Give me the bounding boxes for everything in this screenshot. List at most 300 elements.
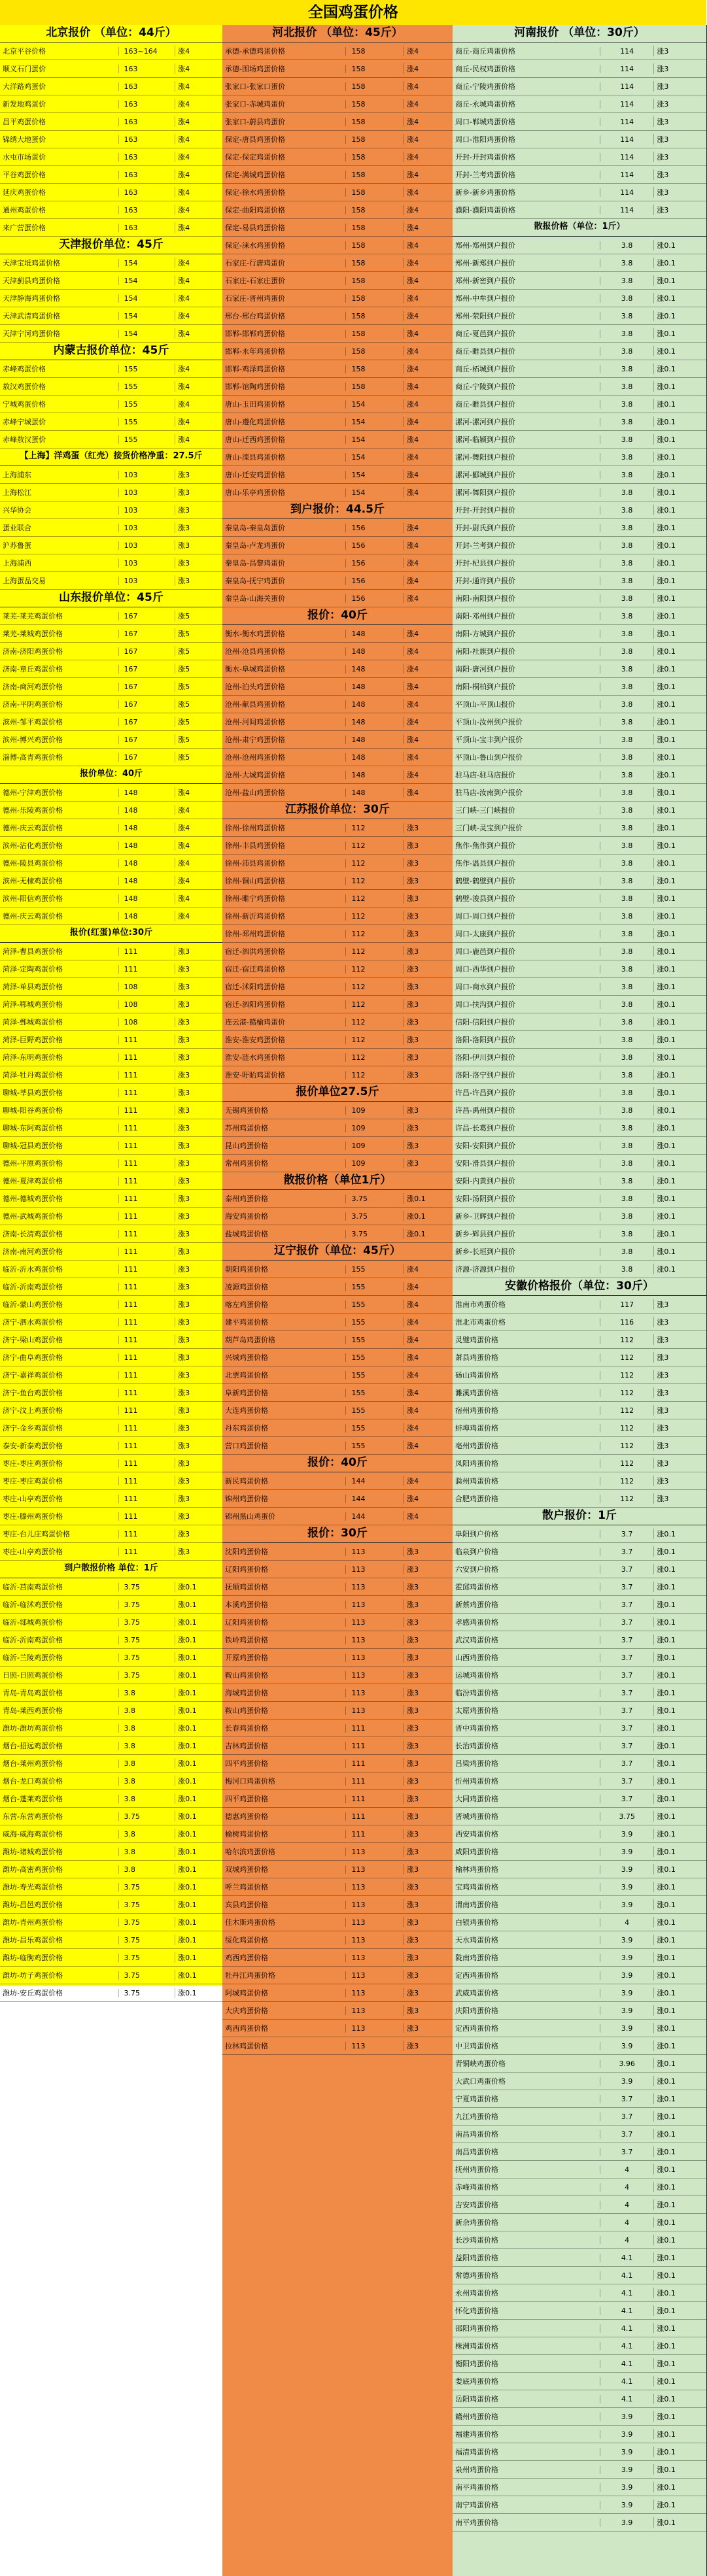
market-name: 顺义石门蛋价 (3, 65, 46, 73)
egg-price: 148 (118, 788, 175, 797)
price-change: 涨4 (404, 364, 453, 374)
market-name: 开封-开封到户报价 (455, 506, 515, 515)
price-change: 涨0.1 (653, 346, 706, 356)
market-name: 太原鸡蛋价格 (455, 1706, 498, 1715)
egg-price: 158 (345, 294, 404, 303)
egg-price: 3.8 (600, 506, 654, 515)
price-change: 涨3 (175, 1387, 222, 1398)
market-name: 漯河-舞阳到户报价 (455, 488, 515, 497)
price-change: 涨3 (175, 1034, 222, 1045)
egg-price: 113 (345, 1971, 404, 1980)
market-name: 潍坊-临朐鸡蛋价格 (3, 1954, 63, 1962)
price-change: 涨0.1 (653, 681, 706, 692)
egg-price: 158 (345, 312, 404, 320)
price-change: 涨5 (175, 752, 222, 762)
price-row (0, 731, 222, 749)
egg-price: 3.8 (600, 894, 654, 903)
price-row (0, 148, 222, 166)
price-row (222, 907, 453, 925)
price-change: 涨4 (404, 240, 453, 250)
market-name: 盐城鸡蛋价格 (225, 1230, 268, 1238)
egg-price: 3.8 (118, 1759, 175, 1768)
price-change: 涨0.1 (653, 2235, 706, 2245)
egg-price: 113 (345, 1901, 404, 1909)
price-row (0, 1578, 222, 1596)
market-name: 济宁-鱼台鸡蛋价格 (3, 1389, 63, 1397)
price-change: 涨3 (653, 63, 706, 74)
price-change: 涨0.1 (653, 2129, 706, 2139)
price-row (0, 696, 222, 713)
market-name: 济宁-金乡鸡蛋价格 (3, 1424, 63, 1432)
section-header: 北京报价 （单位：44斤） (0, 25, 222, 42)
egg-price: 163 (118, 188, 175, 197)
price-row (0, 855, 222, 872)
price-change: 涨0.1 (653, 2358, 706, 2369)
price-row (0, 1614, 222, 1631)
price-change: 涨0.1 (653, 1158, 706, 1168)
market-name: 秦皇岛-秦皇岛蛋价 (225, 524, 285, 532)
price-change: 涨4 (175, 858, 222, 868)
price-change: 涨0.1 (653, 540, 706, 551)
egg-price: 4.1 (600, 2360, 654, 2368)
market-name: 吕梁鸡蛋价格 (455, 1759, 498, 1768)
egg-price: 148 (118, 894, 175, 903)
price-change: 涨3 (404, 2005, 453, 2016)
egg-price: 3.9 (600, 1865, 654, 1874)
price-row (453, 837, 706, 855)
egg-price: 4 (600, 2201, 654, 2209)
price-row (222, 1949, 453, 1967)
price-row (453, 1931, 706, 1949)
price-change: 涨3 (653, 169, 706, 180)
egg-price: 114 (600, 171, 654, 179)
price-row (453, 572, 706, 590)
price-change: 涨0.1 (653, 893, 706, 904)
price-row (0, 625, 222, 643)
market-name: 霍邱鸡蛋价格 (455, 1583, 498, 1591)
egg-price: 4.1 (600, 2289, 654, 2297)
egg-price: 155 (345, 1300, 404, 1309)
price-row (0, 1878, 222, 1896)
price-row (222, 2020, 453, 2037)
market-name: 沪苏鲁蛋 (3, 541, 31, 550)
price-change: 涨0.1 (175, 1988, 222, 1998)
price-change: 涨0.1 (175, 1687, 222, 1698)
market-name: 衡水-衡水鸡蛋价格 (225, 630, 285, 638)
price-change: 涨3 (404, 911, 453, 921)
market-name: 呼兰鸡蛋价格 (225, 1883, 268, 1891)
market-name: 沧州-沧县鸡蛋价格 (225, 647, 285, 656)
price-row (453, 1296, 706, 1313)
price-row (453, 1261, 706, 1278)
price-change: 涨3 (404, 1811, 453, 1822)
market-name: 潍坊-青州鸡蛋价格 (3, 1918, 63, 1927)
market-name: 保定-易县鸡蛋价格 (225, 224, 285, 232)
price-row (222, 1755, 453, 1772)
egg-price: 148 (345, 700, 404, 709)
market-name: 晋中鸡蛋价格 (455, 1724, 498, 1733)
price-change: 涨0.1 (653, 1229, 706, 1239)
section-header: 到户散报价格 单位：1斤 (0, 1561, 222, 1578)
price-change: 涨4 (404, 399, 453, 409)
price-row (453, 42, 706, 60)
market-name: 佳木斯鸡蛋价格 (225, 1918, 275, 1927)
price-row (0, 519, 222, 537)
market-name: 阜阳到户价格 (455, 1530, 498, 1538)
price-change: 涨4 (404, 1440, 453, 1451)
egg-price: 3.7 (600, 1583, 654, 1591)
market-name: 上海松江 (3, 488, 31, 497)
price-change: 涨0.1 (653, 717, 706, 727)
price-row (453, 1066, 706, 1084)
egg-price: 3.7 (600, 1795, 654, 1803)
egg-price: 148 (345, 753, 404, 762)
egg-price: 154 (345, 471, 404, 479)
price-change: 涨3 (175, 540, 222, 551)
market-name: 济南-济阳鸡蛋价格 (3, 647, 63, 656)
price-change: 涨3 (404, 1935, 453, 1945)
price-row (222, 1419, 453, 1437)
egg-price: 3.8 (600, 1124, 654, 1132)
market-name: 莱芜-莱芜鸡蛋价格 (3, 612, 63, 620)
egg-price: 3.8 (600, 947, 654, 956)
price-row (0, 1525, 222, 1543)
price-change: 涨0.1 (653, 646, 706, 656)
egg-price: 111 (345, 1724, 404, 1733)
price-row (222, 78, 453, 95)
price-row (453, 254, 706, 272)
price-row (0, 1508, 222, 1525)
market-name: 石家庄-晋州鸡蛋价 (225, 294, 285, 303)
egg-price: 154 (345, 418, 404, 426)
egg-price: 117 (600, 1300, 654, 1309)
market-name: 平顶山-汝州到户报价 (455, 718, 523, 726)
egg-price: 148 (118, 877, 175, 885)
price-row (222, 1119, 453, 1137)
market-name: 开封-兰考到户报价 (455, 541, 515, 550)
price-row (453, 1667, 706, 1684)
egg-price: 112 (345, 824, 404, 832)
market-name: 榆林鸡蛋价格 (455, 1865, 498, 1874)
price-change: 涨0.1 (653, 1052, 706, 1062)
egg-price: 111 (345, 1742, 404, 1750)
price-row (453, 2249, 706, 2267)
price-row (453, 396, 706, 413)
egg-price: 155 (345, 1389, 404, 1397)
price-change: 涨3 (175, 558, 222, 568)
egg-price: 3.75 (118, 1936, 175, 1944)
price-row (222, 484, 453, 501)
price-change: 涨0.1 (653, 611, 706, 621)
price-row (222, 1137, 453, 1155)
egg-price: 103 (118, 541, 175, 550)
egg-price: 3.7 (600, 1565, 654, 1574)
egg-price: 3.7 (600, 1548, 654, 1556)
egg-price: 111 (118, 1512, 175, 1521)
market-name: 潍坊-高密鸡蛋价格 (3, 1865, 63, 1874)
egg-price: 155 (118, 382, 175, 391)
market-name: 德州-武城鸡蛋价格 (3, 1212, 63, 1221)
price-change: 涨3 (404, 1793, 453, 1804)
price-change: 涨4 (404, 1511, 453, 1521)
market-name: 中卫鸡蛋价格 (455, 2042, 498, 2050)
price-row (222, 696, 453, 713)
price-row (453, 855, 706, 872)
market-name: 晋城鸡蛋价格 (455, 1812, 498, 1821)
price-row (453, 925, 706, 943)
price-change: 涨0.1 (653, 505, 706, 515)
price-change: 涨4 (404, 63, 453, 74)
price-row (453, 2373, 706, 2390)
market-name: 周口-郸城鸡蛋价格 (455, 118, 515, 126)
market-name: 鹤壁-浚县到户报价 (455, 894, 515, 903)
market-name: 南宁鸡蛋价格 (455, 2501, 498, 2509)
egg-price: 3.9 (600, 1848, 654, 1856)
egg-price: 3.8 (600, 771, 654, 779)
price-change: 涨0.1 (653, 1687, 706, 1698)
egg-price: 109 (345, 1124, 404, 1132)
egg-price: 3.8 (600, 471, 654, 479)
market-name: 铁岭鸡蛋价格 (225, 1636, 268, 1644)
market-name: 淮南市鸡蛋价格 (455, 1300, 506, 1309)
egg-price: 114 (600, 118, 654, 126)
market-name: 南阳-邓州到户报价 (455, 612, 515, 620)
market-name: 鸡西鸡蛋价格 (225, 2024, 268, 2033)
price-row (0, 1296, 222, 1313)
egg-price: 3.8 (600, 1230, 654, 1238)
price-row (453, 2284, 706, 2302)
price-row (0, 1861, 222, 1878)
egg-price: 4 (600, 2165, 654, 2174)
price-change: 涨0.1 (653, 1017, 706, 1027)
egg-price: 167 (118, 665, 175, 673)
egg-price: 163 (118, 153, 175, 161)
egg-price: 163 (118, 135, 175, 144)
price-row (453, 607, 706, 625)
section-header: 【上海】洋鸡蛋（红壳）接货价格净重：27.5斤 (0, 449, 222, 466)
price-row (453, 643, 706, 660)
market-name: 沧州-盐山鸡蛋价格 (225, 788, 285, 797)
egg-price: 144 (345, 1495, 404, 1503)
egg-price: 158 (345, 241, 404, 250)
price-change: 涨0.1 (653, 487, 706, 498)
price-change: 涨0.1 (653, 240, 706, 250)
market-name: 开封-开封鸡蛋价格 (455, 153, 515, 161)
egg-price: 3.8 (600, 365, 654, 373)
price-row (453, 1419, 706, 1437)
market-name: 徐州-新沂鸡蛋价格 (225, 912, 285, 921)
price-change: 涨5 (175, 646, 222, 656)
market-name: 拉林鸡蛋价格 (225, 2042, 268, 2050)
egg-price: 163 (118, 82, 175, 91)
egg-price: 111 (118, 1442, 175, 1450)
price-change: 涨3 (404, 1105, 453, 1115)
price-change: 涨0.1 (653, 2429, 706, 2439)
market-name: 连云港-赣榆鸡蛋价 (225, 1018, 285, 1026)
market-name: 平顶山-宝丰到户报价 (455, 736, 523, 744)
egg-price: 155 (345, 1424, 404, 1432)
market-name: 三门峡-灵宝到户报价 (455, 824, 523, 832)
price-row (222, 60, 453, 78)
price-change: 涨0.1 (653, 1970, 706, 1980)
market-name: 枣庄-山亭鸡蛋价格 (3, 1548, 63, 1556)
price-change: 涨4 (404, 205, 453, 215)
egg-price: 3.8 (600, 1053, 654, 1062)
section-header: 散户报价：1斤 (453, 1508, 706, 1525)
price-change: 涨0.1 (653, 628, 706, 639)
market-name: 承德-承德鸡蛋价格 (225, 47, 285, 56)
egg-price: 3.8 (600, 1089, 654, 1097)
price-change: 涨0.1 (653, 293, 706, 303)
price-row (222, 42, 453, 60)
egg-price: 111 (118, 1353, 175, 1362)
price-change: 涨3 (175, 1087, 222, 1098)
price-row (222, 1261, 453, 1278)
price-row (0, 1737, 222, 1755)
price-row (453, 2126, 706, 2143)
egg-price: 3.8 (600, 612, 654, 620)
price-change: 涨0.1 (653, 2376, 706, 2386)
egg-price: 111 (118, 1406, 175, 1415)
market-name: 上海浦西 (3, 559, 31, 568)
egg-price: 3.9 (600, 1830, 654, 1839)
egg-price: 155 (345, 1353, 404, 1362)
price-row (0, 1155, 222, 1172)
egg-price: 3.9 (600, 2466, 654, 2474)
egg-price: 167 (118, 736, 175, 744)
price-change: 涨3 (404, 1864, 453, 1874)
egg-price: 3.7 (600, 1777, 654, 1786)
market-name: 商丘-商丘鸡蛋价格 (455, 47, 515, 56)
market-name: 福建鸡蛋价格 (455, 2430, 498, 2439)
egg-price: 3.8 (600, 841, 654, 850)
egg-price: 111 (345, 1795, 404, 1803)
price-row (0, 42, 222, 60)
price-row (453, 731, 706, 749)
market-name: 南昌鸡蛋价格 (455, 2148, 498, 2156)
market-name: 滨州-沾化鸡蛋价格 (3, 841, 63, 850)
price-row (222, 1543, 453, 1561)
price-row (222, 1190, 453, 1208)
market-name: 长治鸡蛋价格 (455, 1742, 498, 1750)
market-name: 枣庄-山亭鸡蛋价格 (3, 1495, 63, 1503)
price-row (0, 1419, 222, 1437)
market-name: 漯河-临颍到户报价 (455, 435, 515, 444)
egg-price: 3.8 (600, 1265, 654, 1274)
price-change: 涨0.1 (175, 1776, 222, 1786)
price-change: 涨3 (653, 1317, 706, 1327)
price-change: 涨4 (404, 575, 453, 586)
egg-price: 3.8 (600, 594, 654, 603)
market-name: 商丘-永城鸡蛋价格 (455, 100, 515, 109)
market-name: 商丘-睢县到户报价 (455, 400, 515, 409)
price-row (453, 784, 706, 802)
price-row (222, 1861, 453, 1878)
market-name: 滨州-无棣鸡蛋价格 (3, 877, 63, 885)
egg-price: 4.1 (600, 2271, 654, 2280)
market-name: 聊城-莘县鸡蛋价格 (3, 1089, 63, 1097)
egg-price: 148 (118, 859, 175, 868)
price-row (222, 431, 453, 449)
price-row (453, 2443, 706, 2461)
market-name: 梅河口鸡蛋价格 (225, 1777, 275, 1786)
market-name: 宿州鸡蛋价格 (455, 1406, 498, 1415)
market-name: 莱芜-莱城鸡蛋价格 (3, 630, 63, 638)
price-row (0, 166, 222, 184)
market-name: 临沂-临沭鸡蛋价格 (3, 1601, 63, 1609)
price-change: 涨4 (404, 1317, 453, 1327)
price-change: 涨0.1 (653, 381, 706, 392)
market-name: 安阳-汤阴到户报价 (455, 1195, 515, 1203)
market-name: 周口-太康到户报价 (455, 930, 515, 938)
egg-price: 111 (118, 1071, 175, 1079)
egg-price: 3.8 (600, 1177, 654, 1185)
price-change: 涨3 (653, 1387, 706, 1398)
price-change: 涨5 (175, 699, 222, 709)
price-row (453, 272, 706, 290)
market-name: 淮北市鸡蛋价格 (455, 1318, 506, 1327)
egg-price: 3.8 (600, 1106, 654, 1115)
market-name: 日照-日照鸡蛋价格 (3, 1671, 63, 1680)
egg-price: 3.8 (600, 647, 654, 656)
egg-price: 155 (345, 1442, 404, 1450)
price-row (0, 872, 222, 890)
egg-price: 158 (345, 365, 404, 373)
market-name: 菏泽-定陶鸡蛋价格 (3, 965, 63, 974)
price-change: 涨0.1 (653, 1723, 706, 1733)
price-row (453, 960, 706, 978)
price-row (222, 890, 453, 907)
price-change: 涨3 (404, 2023, 453, 2033)
price-row (453, 431, 706, 449)
egg-price: 4 (600, 2236, 654, 2245)
market-name: 济南-章丘鸡蛋价格 (3, 665, 63, 673)
egg-price: 112 (345, 894, 404, 903)
price-change: 涨3 (175, 1493, 222, 1504)
price-row (0, 819, 222, 837)
egg-price: 4.1 (600, 2324, 654, 2333)
price-change: 涨3 (404, 1705, 453, 1716)
price-row (453, 749, 706, 766)
egg-price: 3.8 (600, 241, 654, 250)
egg-price: 155 (345, 1371, 404, 1380)
market-name: 运城鸡蛋价格 (455, 1671, 498, 1680)
egg-price: 3.8 (600, 877, 654, 885)
price-row (222, 1984, 453, 2002)
market-name: 岳阳鸡蛋价格 (455, 2395, 498, 2403)
market-name: 阜新鸡蛋价格 (225, 1389, 268, 1397)
price-change: 涨0.1 (653, 840, 706, 851)
market-name: 灵璧鸡蛋价格 (455, 1336, 498, 1344)
price-change: 涨0.1 (653, 2323, 706, 2333)
market-name: 益阳鸡蛋价格 (455, 2254, 498, 2262)
price-row (0, 95, 222, 113)
egg-price: 154 (118, 330, 175, 338)
market-name: 敖汉鸡蛋价格 (3, 382, 46, 391)
egg-price: 155 (118, 365, 175, 373)
market-name: 唐山-乐亭鸡蛋价格 (225, 488, 285, 497)
market-name: 凌源鸡蛋价格 (225, 1283, 268, 1291)
price-change: 涨0.1 (653, 946, 706, 957)
price-row (222, 2037, 453, 2055)
market-name: 沧州-大城鸡蛋价格 (225, 771, 285, 779)
price-row (453, 1455, 706, 1472)
egg-price: 148 (345, 771, 404, 779)
egg-price: 3.8 (600, 683, 654, 691)
market-name: 临沂-郯城鸡蛋价格 (3, 1618, 63, 1627)
market-name: 聊城-东阿鸡蛋价格 (3, 1124, 63, 1132)
market-name: 陇南鸡蛋价格 (455, 1954, 498, 1962)
